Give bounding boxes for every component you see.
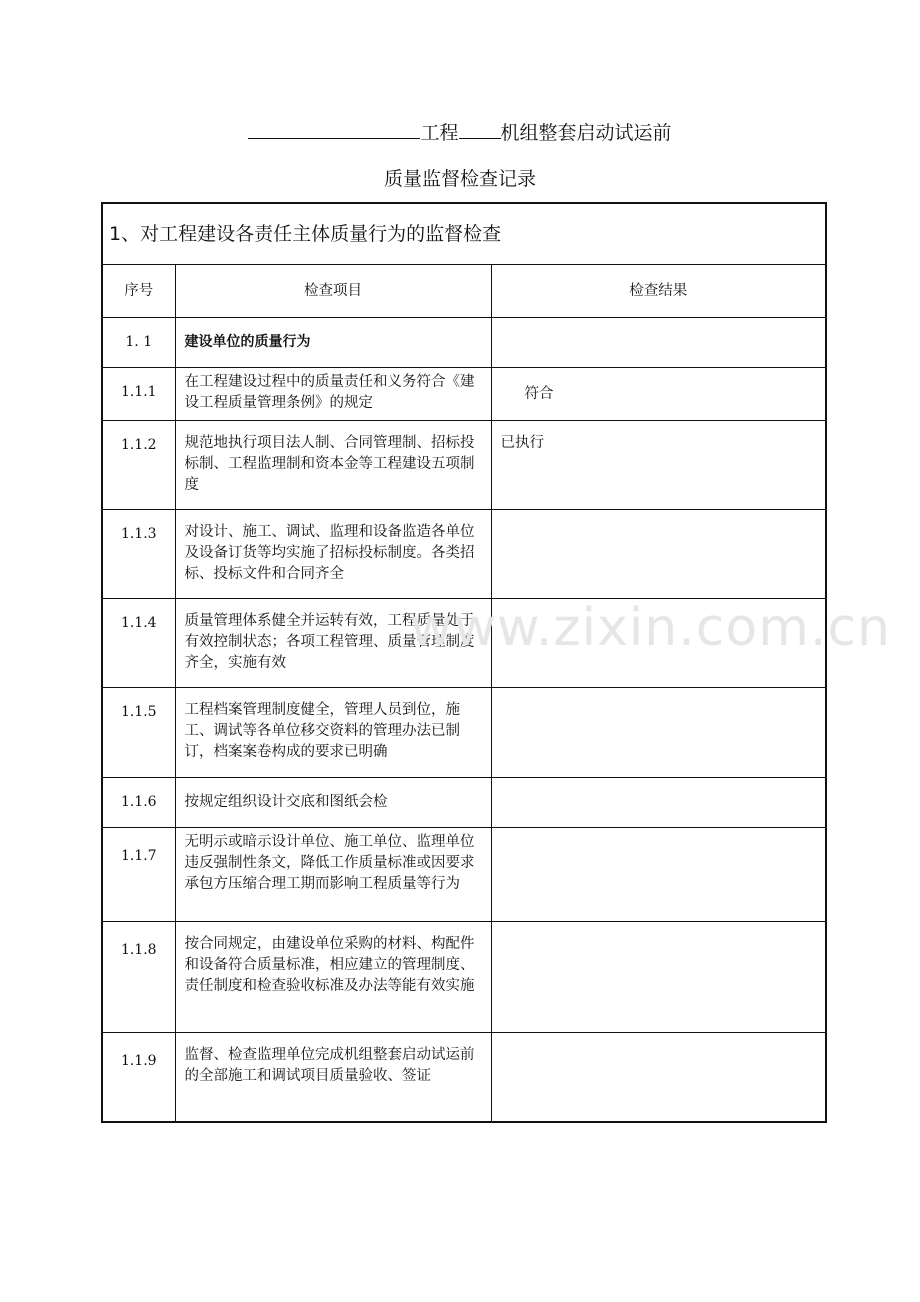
- row-result: [491, 828, 826, 922]
- table-row: [102, 922, 826, 1033]
- table-row: [102, 1033, 826, 1122]
- section-heading: 1、对工程建设各责任主体质量行为的监督检查: [102, 203, 826, 265]
- watermark: www.zixin.com.cn: [410, 598, 891, 658]
- column-header-row: [102, 265, 826, 318]
- row-result: [491, 599, 826, 688]
- row-item: 工程档案管理制度健全，管理人员到位，施工、调试等各单位移交资料的管理办法已制订，档案案卷构成的要求已明确: [175, 688, 491, 778]
- title-text-startup: 机组整套启动试运前: [500, 122, 672, 144]
- row-result: [491, 318, 826, 368]
- table-row: [102, 599, 826, 688]
- table-row: [102, 421, 826, 510]
- row-number: 1. 1: [102, 318, 175, 368]
- row-number: 1.1.2: [102, 421, 175, 510]
- row-number: 1.1.4: [102, 599, 175, 688]
- row-item: 监督、检查监理单位完成机组整套启动试运前的全部施工和调试项目质量验收、签证: [175, 1033, 491, 1122]
- row-item: 无明示或暗示设计单位、施工单位、监理单位违反强制性条文，降低工作质量标准或因要求承包方压缩合理工期而影响工程质量等行为: [175, 828, 491, 922]
- row-item: 对设计、施工、调试、监理和设备监造各单位及设备订货等均实施了招标投标制度。各类招标、投标文件和合同齐全: [175, 510, 491, 599]
- table-row: [102, 688, 826, 778]
- row-number: 1.1.5: [102, 688, 175, 778]
- document-title-line1: [0, 116, 920, 148]
- row-item: 建设单位的质量行为: [175, 318, 491, 368]
- row-item: 规范地执行项目法人制、合同管理制、招标投标制、工程监理制和资本金等工程建设五项制度: [175, 421, 491, 510]
- row-result: [491, 1033, 826, 1122]
- inspection-record-table: [101, 202, 827, 1123]
- table-row: [102, 368, 826, 421]
- row-number: 1.1.7: [102, 828, 175, 922]
- row-result: 符合: [491, 368, 826, 421]
- row-item: 在工程建设过程中的质量责任和义务符合《建设工程质量管理条例》的规定: [175, 368, 491, 421]
- column-header-no: 序号: [102, 265, 175, 318]
- row-number: 1.1.9: [102, 1033, 175, 1122]
- column-header-result: 检查结果: [491, 265, 826, 318]
- table-row: [102, 318, 826, 368]
- table-row: [102, 778, 826, 828]
- row-number: 1.1.3: [102, 510, 175, 599]
- project-name-blank: [248, 116, 420, 139]
- row-result: [491, 510, 826, 599]
- row-item: 按规定组织设计交底和图纸会检: [175, 778, 491, 828]
- document-title-line2: 质量监督检查记录: [383, 168, 536, 190]
- section-heading-row: [102, 203, 826, 265]
- row-number: 1.1.6: [102, 778, 175, 828]
- row-result: [491, 922, 826, 1033]
- row-item: 质量管理体系健全并运转有效，工程质量处于有效控制状态；各项工程管理、质量管理制度齐全，实施有效: [175, 599, 491, 688]
- row-result: 已执行: [491, 421, 826, 510]
- row-number: 1.1.8: [102, 922, 175, 1033]
- table-row: [102, 510, 826, 599]
- unit-number-blank: [459, 116, 501, 139]
- row-result: [491, 688, 826, 778]
- row-number: 1.1.1: [102, 368, 175, 421]
- table-row: [102, 828, 826, 922]
- row-result: [491, 778, 826, 828]
- row-item: 按合同规定，由建设单位采购的材料、构配件和设备符合质量标准，相应建立的管理制度、责任制度和检查验收标准及办法等能有效实施: [175, 922, 491, 1033]
- column-header-item: 检查项目: [175, 265, 491, 318]
- title-text-project: 工程: [420, 122, 459, 144]
